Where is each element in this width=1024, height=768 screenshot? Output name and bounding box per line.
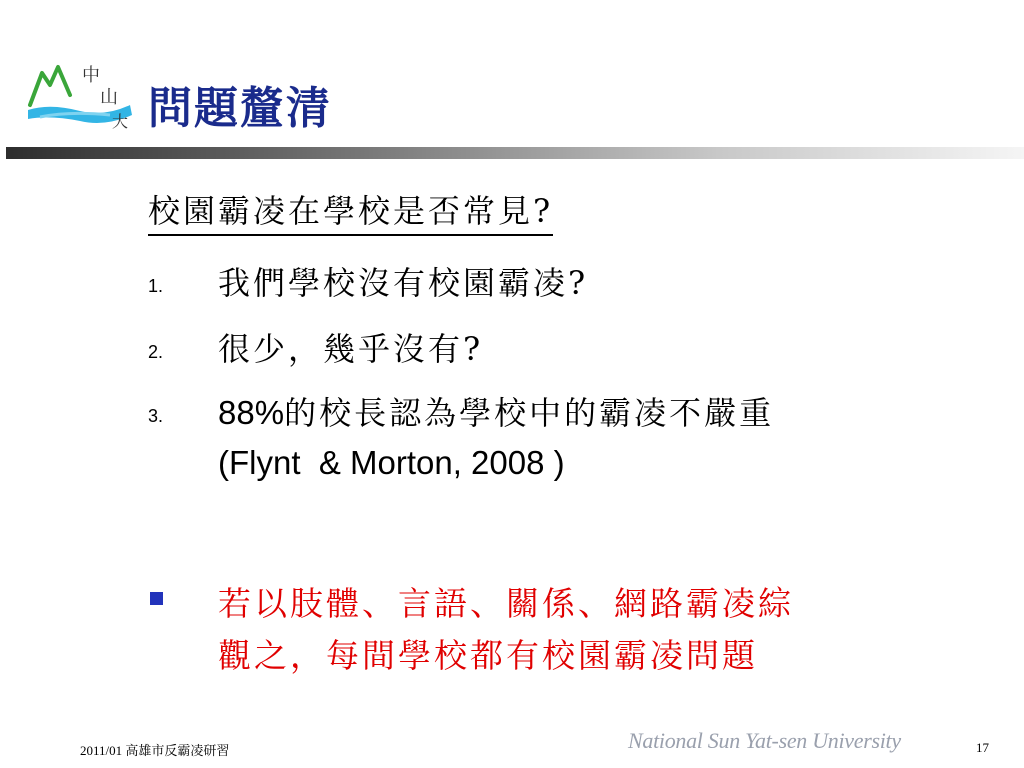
bullet-text-line-2: 觀之，每間學校都有校園霸凌問題 bbox=[218, 636, 758, 675]
list-number: 2. bbox=[148, 342, 164, 362]
list-number: 1. bbox=[148, 276, 164, 296]
bullet-text-line-1: 若以肢體、言語、關係、網路霸凌綜 bbox=[218, 584, 794, 623]
list-item-text bbox=[218, 388, 774, 434]
bullet-marker-icon bbox=[150, 592, 163, 605]
percentage-value: 88% bbox=[218, 394, 285, 431]
citation: (Flynt & Morton, 2008 ) bbox=[218, 444, 565, 481]
slide-title: 問題釐清 bbox=[148, 83, 332, 134]
list-item-text: 很少，幾乎沒有? bbox=[218, 330, 484, 368]
header-divider bbox=[6, 147, 1024, 159]
svg-text:中: 中 bbox=[82, 65, 100, 86]
question-heading: 校園霸凌在學校是否常見? bbox=[148, 186, 553, 236]
list-number: 3. bbox=[148, 406, 164, 426]
university-logo-icon bbox=[20, 55, 140, 135]
svg-text:大: 大 bbox=[112, 112, 129, 131]
page-number: 17 bbox=[976, 740, 989, 755]
list-item-text: 我們學校沒有校園霸凌? bbox=[218, 264, 589, 302]
footer-university-name: National Sun Yat-sen University bbox=[628, 728, 901, 753]
list-item-text-rest: 的校長認為學校中的霸凌不嚴重 bbox=[284, 394, 775, 432]
footer-date-event: 2011/01 高雄市反霸凌研習 bbox=[80, 743, 230, 758]
svg-text:山: 山 bbox=[100, 87, 118, 108]
